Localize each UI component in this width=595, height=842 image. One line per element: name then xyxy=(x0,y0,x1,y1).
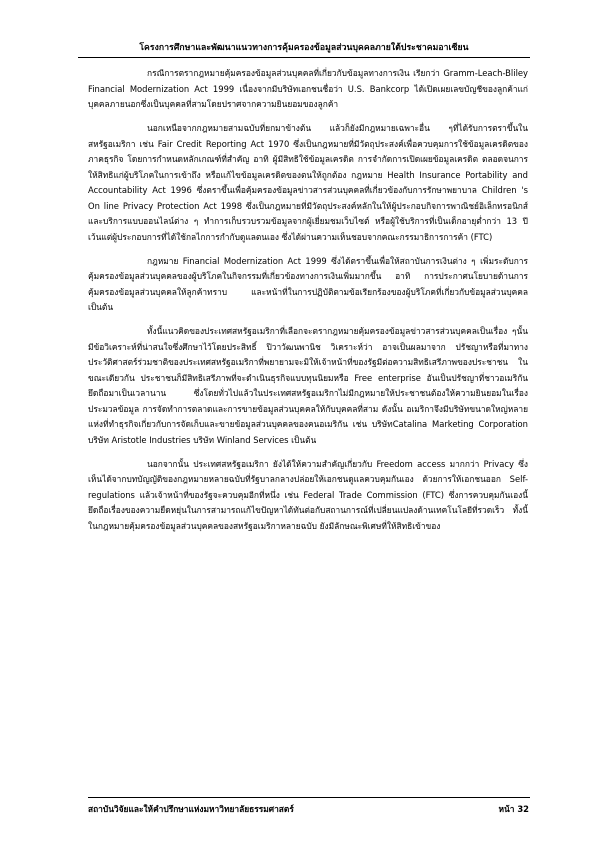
paragraph-1: กรณีการตรากฎหมายคุ้มครองข้อมูลส่วนบุคคลที่เกี่ยวกับข้อมูลทางการเงิน เรียกว่า Gramm-Leach-Bliley Financial Modernization Act 1999 เนื่องจากมีบริษัทเอกชนชื่อว่า U.S. Bankcorp ได้เปิดเผยเลขบัญชีของลูกค้าแก่บุคคลภายนอกซึ่งเป็นบุคคลที่สามโดยปราศจากความยินยอมของลูกค้า xyxy=(88,68,528,109)
paragraph-2: นอกเหนือจากกฎหมายสามฉบับที่ยกมาข้างต้น แล้วก็ยังมีกฎหมายเฉพาะอื่น ๆที่ได้รับการตราขึ้นในสหรัฐอเมริกา เช่น Fair Credit Reporting Act 1970 ซึ่งเป็นกฎหมายที่มีวัตถุประสงค์เพื่อควบคุมการใช้ข้อมูลเครดิตของภาคธุรกิจ โดยการกำหนดหลักเกณฑ์ที่สำคัญ อาทิ ผู้มีสิทธิใช้ข้อมูลเครดิต การจำกัดการเปิดเผยข้อมูลเครดิต ตลอดจนการให้สิทธิแก่ผู้บริโภคในการเข้าถึง หรือแก้ไขข้อมูลเครดิตของตนให้ถูกต้อง กฎหมาย Health Insurance Portability and Accountability Act 1996 ซึ่งตราขึ้นเพื่อคุ้มครองข้อมูลข่าวสารส่วนบุคคลที่เกี่ยวข้องกับการรักษาพยาบาล Children 's On line Privacy Protection Act 1998 ซึ่งเป็นกฎหมายที่มีวัตถุประสงค์หลักในให้ผู้ประกอบกิจการพาณิชย์อิเล็กทรอนิกส์ และบริการแบบออนไลน์ต่าง ๆ ทำการเก็บรวบรวมข้อมูลจากผู้เยี่ยมชมเว็บไซต์ หรือผู้ใช้บริการที่เป็นเด็กอายุต่ำกว่า 13 ปี เว้นแต่ผู้ประกอบการที่ได้ใช้กลไกการกำกับดูแลตนเอง ซึ่งได้ผ่านความเห็นชอบจากคณะกรรมาธิการการค้า (FTC) xyxy=(88,123,528,242)
paragraph-3: กฎหมาย Financial Modernization Act 1999 ซึ่งได้ตราขึ้นเพื่อให้สถาบันการเงินต่าง ๆ เพิ่มระดับการคุ้มครองข้อมูลส่วนบุคคลของผู้บริโภคในกิจกรรมที่เกี่ยวข้องทางการเงินเพิ่มมากขึ้น อาทิ การประกาศนโยบายด้านการคุ้มครองข้อมูลส่วนบุคคลให้ลูกค้าทราบ และหน้าที่ในการปฏิบัติตามข้อเรียกร้องของผู้บริโภคที่เกี่ยวกับข้อมูลส่วนบุคคล เป็นต้น xyxy=(88,255,528,312)
footer-institution: สถาบันวิจัยและให้คำปรึกษาแห่งมหาวิทยาลัยธรรมศาสตร์ xyxy=(88,804,294,814)
footer-divider xyxy=(88,797,530,798)
running-header: โครงการศึกษาและพัฒนาแนวทางการคุ้มครองข้อมูลส่วนบุคคลภายใต้ประชาคมอาเซียน xyxy=(139,43,469,53)
document-body xyxy=(88,66,528,543)
paragraph-5: นอกจากนั้น ประเทศสหรัฐอเมริกา ยังได้ให้ความสำคัญเกี่ยวกับ Freedom access มากกว่า Privacy ซึ่งเห็นได้จากบทบัญญัติของกฎหมายหลายฉบับที่รัฐบาลกลางปล่อยให้เอกชนดูแลควบคุมกันเอง ด้วยการให้เอกชนออก Self- regulations แล้วเจ้าหน้าที่ของรัฐจะควบคุมอีกที่หนึ่ง เช่น Federal Trade Commission (FTC) ซึ่งการควบคุมกันเองนี้ยึดถือเรื่องของความยืดหยุ่นในการสามารถแก้ไขปัญหาได้ทันต่อกับสถานการณ์ที่เปลี่ยนแปลงด้านเทคโนโลยีที่รวดเร็ว ทั้งนี้ในกฎหมายคุ้มครองข้อมูลส่วนบุคคลของสหรัฐอเมริกาหลายฉบับ ยังมีลักษณะพิเศษที่ให้สิทธิเข้าของ xyxy=(88,458,528,531)
page-number: หน้า 32 xyxy=(498,804,529,814)
header-divider xyxy=(78,57,530,58)
paragraph-4: ทั้งนี้แนวคิดของประเทศสหรัฐอเมริกาที่เลือกจะตรากฎหมายคุ้มครองข้อมูลข่าวสารส่วนบุคคลเป็นเรื่อง ๆนั้น มีข้อวิเคราะห์ที่น่าสนใจซึ่งศึกษาไว้โดยประสิทธิ์ ปิวาวัฒนพานิช วิเคราะห์ว่า อาจเป็นผลมาจาก ปรัชญาหรือที่มาทางประวัติศาสตร์ร่วมชาติของประเทศสหรัฐอเมริกาที่พยายามจะมิให้เจ้าหน้าที่ของรัฐมีต่อความสิทธิเสรีภาพของประชาชน ในขณะเดียวกัน ประชาชนก็มีสิทธิเสรีภาพที่จะดำเนินธุรกิจแบบทุนนิยมหรือ Free enterprise อันเป็นปรัชญาที่ชาวอเมริกันยึดถือมาเป็นเวลานาน ซึ่งโดยทั่วไปแล้วในประเทศสหรัฐอเมริกาไม่มีกฎหมายให้ประชาชนต้องให้ความยินยอมในเรื่องประมวลข้อมูล การจัดทำการตลาดและการขายข้อมูลส่วนบุคคลให้กับบุคคลที่สาม ดังนั้น อเมริกาจึงมีบริษัทขนาดใหญ่หลายแห่งที่ทำธุรกิจเกี่ยวกับการจัดเก็บและขายข้อมูลส่วนบุคคลของคนอเมริกัน เช่น บริษัทCatalina Marketing Corporation บริษัท Aristotle Industries บริษัท Winland Services เป็นต้น xyxy=(88,326,528,445)
